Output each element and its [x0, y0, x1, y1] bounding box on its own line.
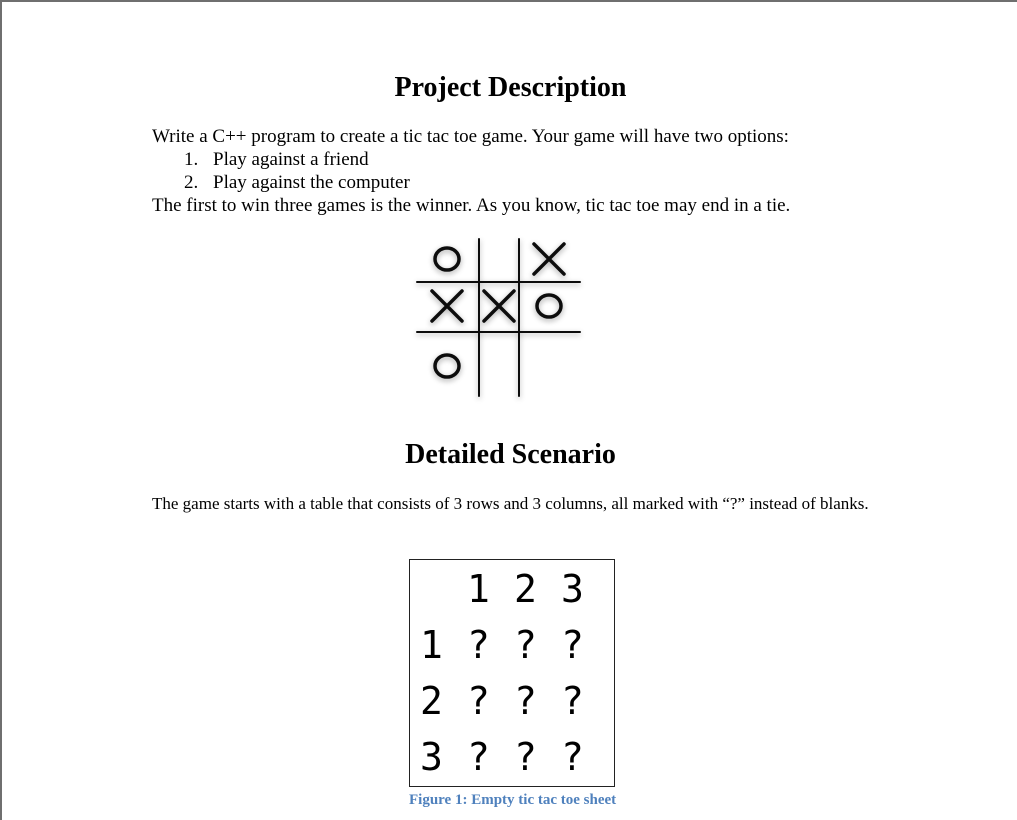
sheet-cell: ?	[514, 679, 537, 723]
options-list	[184, 148, 410, 194]
sheet-cell: ?	[467, 623, 490, 667]
intro-paragraph: Write a C++ program to create a tic tac toe game. Your game will have two options:	[152, 126, 789, 147]
list-item-number: 2.	[184, 172, 199, 193]
sheet-row	[410, 618, 614, 674]
tic-tac-toe-illustration	[397, 224, 597, 404]
sheet-cell: ?	[467, 735, 490, 779]
sheet-cell: ?	[561, 623, 584, 667]
list-item	[184, 171, 410, 194]
empty-sheet-table	[409, 559, 615, 787]
page-title: Project Description	[394, 72, 627, 103]
sheet-cell: 2	[514, 567, 537, 611]
sheet-cell: 3	[561, 567, 584, 611]
sheet-cell: ?	[561, 735, 584, 779]
x-mark	[534, 244, 564, 274]
list-item-text: Play against a friend	[213, 149, 369, 170]
sheet-row	[410, 674, 614, 730]
o-mark	[537, 295, 561, 317]
sheet-cell: 3	[420, 735, 443, 779]
list-item-number: 1.	[184, 149, 199, 170]
section-title: Detailed Scenario	[405, 439, 616, 470]
sheet-cell: ?	[514, 735, 537, 779]
scenario-paragraph: The game starts with a table that consists of 3 rows and 3 columns, all marked with “?” instead of blanks.	[152, 494, 869, 513]
list-item-text: Play against the computer	[213, 172, 410, 193]
sheet-cell: 2	[420, 679, 443, 723]
list-item	[184, 148, 410, 171]
outro-paragraph: The first to win three games is the winner. As you know, tic tac toe may end in a tie.	[152, 195, 791, 216]
sheet-cell: ?	[561, 679, 584, 723]
sheet-cell: ?	[467, 679, 490, 723]
x-mark	[432, 291, 462, 321]
o-mark	[435, 248, 459, 270]
o-mark	[435, 355, 459, 377]
sheet-cell: 1	[467, 567, 490, 611]
sheet-cell: ?	[514, 623, 537, 667]
sheet-header-row	[410, 562, 614, 618]
x-mark	[484, 291, 514, 321]
sheet-cell: 1	[420, 623, 443, 667]
figure-caption: Figure 1: Empty tic tac toe sheet	[409, 792, 617, 808]
sheet-row	[410, 730, 614, 786]
